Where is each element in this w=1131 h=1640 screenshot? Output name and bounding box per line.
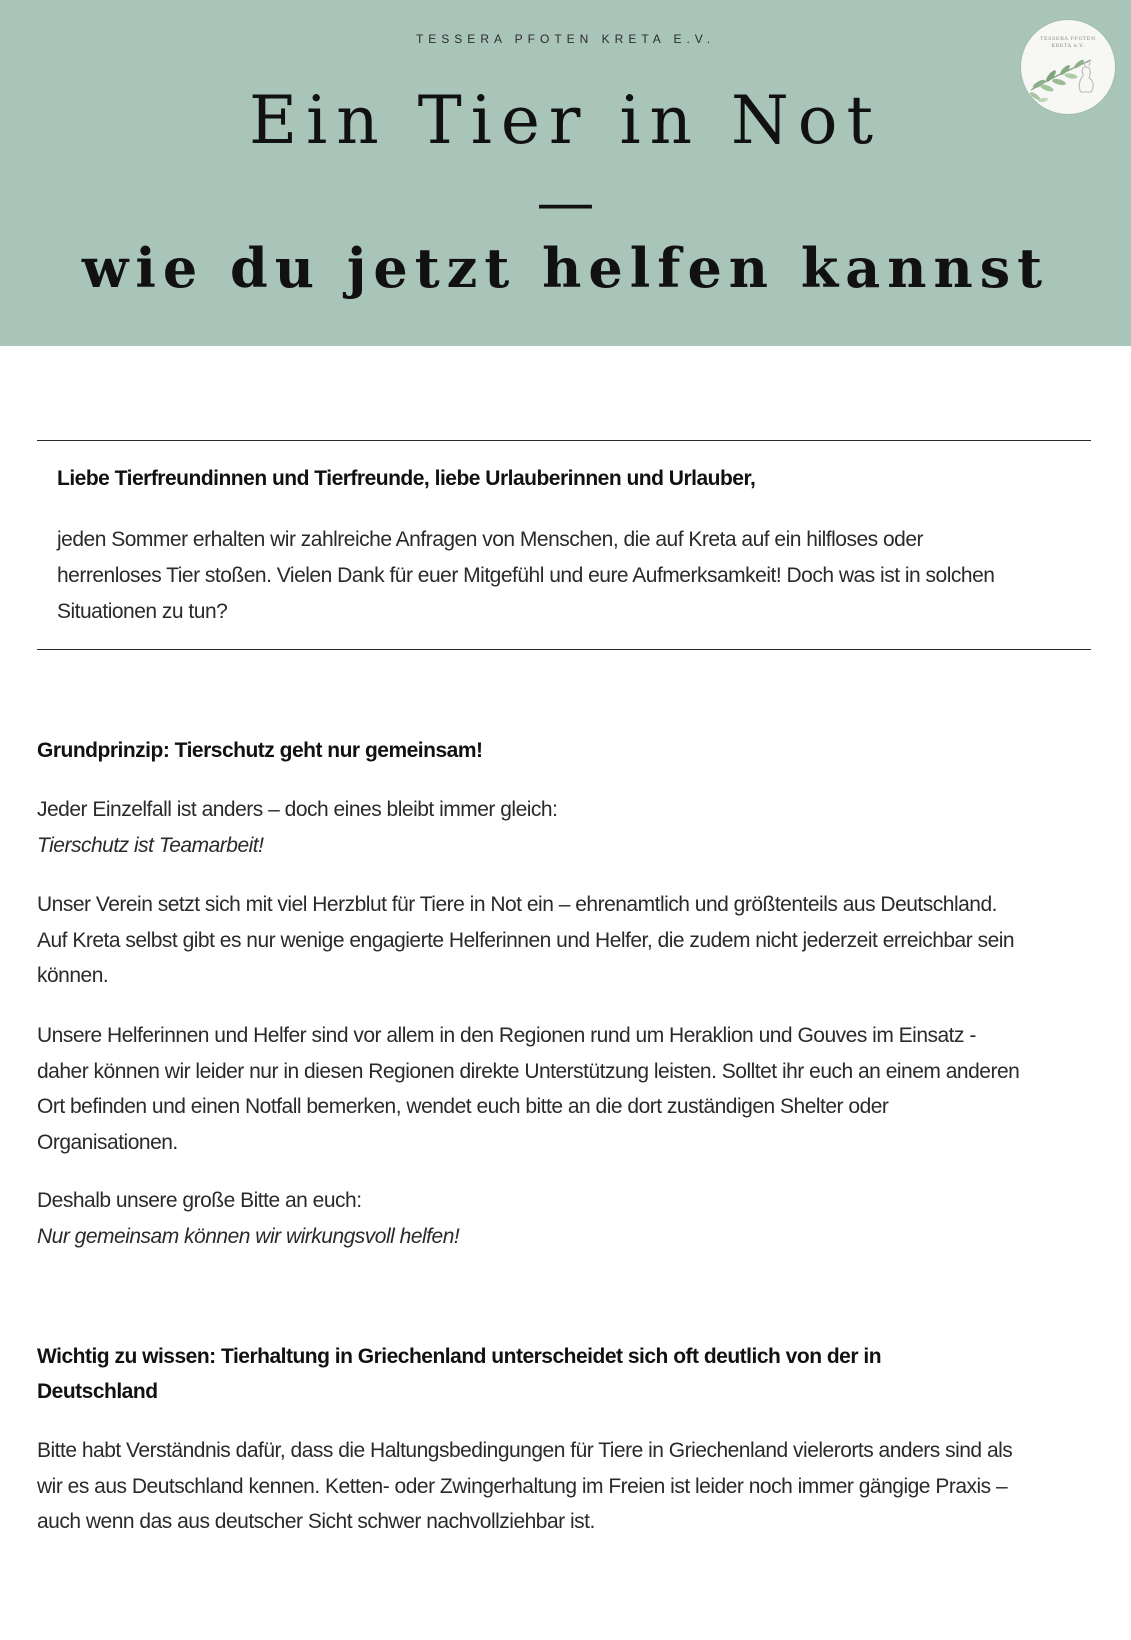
paragraph-line: wir es aus Deutschland kennen. Ketten- oder Zwingerhaltung im Freien ist leider noch immer gängige Praxis – <box>37 1474 1008 1498</box>
intro-paragraph <box>57 522 1067 630</box>
paragraph-haltungsbedingungen <box>37 1433 1097 1540</box>
intro-line: jeden Sommer erhalten wir zahlreiche Anfragen von Menschen, die auf Kreta auf ein hilfloses oder <box>57 528 924 551</box>
heading-line: Deutschland <box>37 1380 158 1403</box>
page-title-dash: — <box>536 168 595 236</box>
paragraph-line: Unser Verein setzt sich mit viel Herzblut für Tiere in Not ein – ehrenamtlich und größtenteils aus Deutschland. <box>37 893 997 916</box>
intro-line: herrenloses Tier stoßen. Vielen Dank für euer Mitgefühl und eure Aufmerksamkeit! Doch was ist in solchen <box>57 564 995 587</box>
greeting-heading: Liebe Tierfreundinnen und Tierfreunde, liebe Urlauberinnen und Urlauber, <box>57 467 756 490</box>
paragraph-line-italic: Nur gemeinsam können wir wirkungsvoll helfen! <box>37 1224 460 1248</box>
page-title-line-2: wie du jetzt helfen kannst <box>81 236 1050 300</box>
paragraph-line: Auf Kreta selbst gibt es nur wenige engagierte Helferinnen und Helfer, die zudem nicht jederzeit erreichbar sein <box>37 928 1015 952</box>
paragraph-line: daher können wir leider nur in diesen Regionen direkte Unterstützung leisten. Solltet ihr euch an einem anderen <box>37 1059 1020 1083</box>
paragraph-line: können. <box>37 964 109 987</box>
organization-logo <box>1021 20 1115 114</box>
paragraph-line: auch wenn das aus deutscher Sicht schwer nachvollziehbar ist. <box>37 1510 595 1533</box>
intro-line: Situationen zu tun? <box>57 600 228 623</box>
paragraph-line: Unsere Helferinnen und Helfer sind vor allem in den Regionen rund um Heraklion und Gouves im Einsatz - <box>37 1024 976 1047</box>
paragraph-verein <box>37 887 1097 994</box>
paragraph-line: Bitte habt Verständnis dafür, dass die Haltungsbedingungen für Tiere in Griechenland vielerorts anders sind als <box>37 1439 1013 1462</box>
divider-bottom <box>37 649 1091 650</box>
paragraph-line-italic: Tierschutz ist Teamarbeit! <box>37 833 264 857</box>
header-banner <box>0 0 1131 346</box>
paragraph-line: Ort befinden und einen Notfall bemerken, wendet euch bitte an die dort zuständigen Shelter oder <box>37 1095 889 1118</box>
paragraph-einzelfall <box>37 792 1097 863</box>
paragraph-line: Organisationen. <box>37 1130 178 1154</box>
paragraph-bitte <box>37 1183 1097 1254</box>
olive-branch-icon <box>1021 20 1115 114</box>
section-heading-grundprinzip: Grundprinzip: Tierschutz geht nur gemeinsam! <box>37 739 483 762</box>
organization-name: TESSERA PFOTEN KRETA E.V. <box>415 32 716 46</box>
page-title-line-1: Ein Tier in Not <box>248 82 883 159</box>
heading-line: Wichtig zu wissen: Tierhaltung in Griechenland unterscheidet sich oft deutlich von der in <box>37 1345 882 1368</box>
paragraph-regionen <box>37 1018 1097 1160</box>
paragraph-line: Jeder Einzelfall ist anders – doch eines bleibt immer gleich: <box>37 798 558 821</box>
divider-top <box>37 440 1091 441</box>
section-heading-tierhaltung <box>37 1339 1087 1409</box>
logo-text: TESSERA PFOTEN KRETA e.V. <box>1040 36 1096 49</box>
paragraph-line: Deshalb unsere große Bitte an euch: <box>37 1189 362 1212</box>
